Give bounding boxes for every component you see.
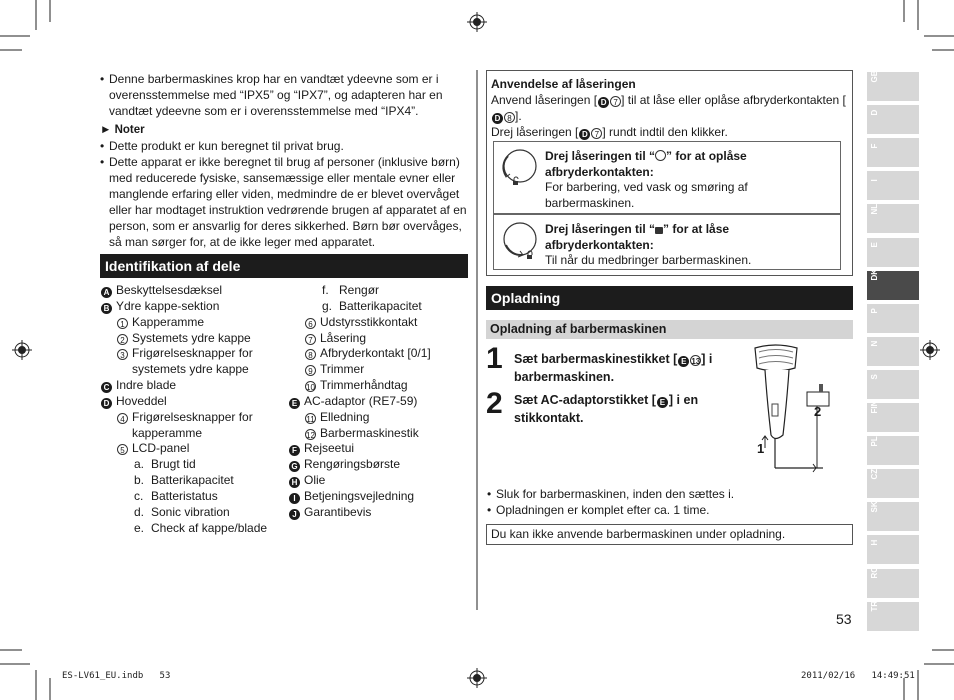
language-tab-label: E xyxy=(870,242,879,248)
parts-heading: Identifikation af dele xyxy=(100,254,468,278)
language-tab-label: TR xyxy=(870,600,879,612)
lock-title: Anvendelse af låseringen xyxy=(491,77,636,91)
part-sub-letter: a. xyxy=(134,457,145,472)
language-tab-h[interactable] xyxy=(867,535,919,564)
lock-ring-icon xyxy=(498,219,538,263)
language-tab-label: S xyxy=(870,374,879,380)
parts-list-item xyxy=(289,505,469,521)
parts-list-right xyxy=(289,283,469,521)
shaver-charging-illustration xyxy=(745,340,850,480)
part-label: Barbermaskinestik xyxy=(320,425,419,440)
language-tab-tr[interactable] xyxy=(867,602,919,631)
unlock-panel xyxy=(493,141,841,214)
parts-list-left xyxy=(101,283,291,537)
lock-text: Drej låseringen til “ ” for at låse afbryderkontakten: Til når du medbringer barbermaskinen. xyxy=(545,222,835,269)
part-number-badge: 5 xyxy=(117,444,128,455)
note-heading: ► Noter xyxy=(100,124,145,136)
parts-list-item xyxy=(101,362,291,378)
figure-label-1: 1 xyxy=(757,441,765,456)
ref-letter-badge: D xyxy=(492,113,503,124)
ref-letter-badge: E xyxy=(657,397,668,408)
charging-subheading: Opladning af barbermaskinen xyxy=(486,320,853,339)
unlock-icon xyxy=(655,150,666,161)
parts-list-item xyxy=(101,521,291,537)
part-label: Udstyrsstikkontakt xyxy=(320,314,418,329)
part-label: Frigørelsesknapper for xyxy=(132,346,253,361)
language-tab-fin[interactable] xyxy=(867,400,919,432)
part-letter-badge: D xyxy=(101,398,112,409)
language-tab-label: P xyxy=(870,308,879,314)
lock-panel xyxy=(493,214,841,270)
parts-list-item xyxy=(289,331,469,347)
language-tab-label: N xyxy=(870,341,879,347)
footer-file: ES-LV61_EU.indb 53 xyxy=(62,671,171,681)
part-number-badge: 2 xyxy=(117,334,128,345)
language-tab-label: CZ xyxy=(870,468,879,480)
ref-number-badge: 8 xyxy=(504,112,515,123)
unlock-text: Drej låseringen til “ ” for at oplåse afbryderkontakten: For barbering, ved vask og smøring af barbermaskinen. xyxy=(545,149,835,211)
padlock-icon xyxy=(655,227,663,234)
part-label: Trimmer xyxy=(320,362,365,377)
charging-step-1: Sæt barbermaskinestikket [ E 13] i barbermaskinen. xyxy=(514,352,713,384)
parts-list-item xyxy=(101,489,291,505)
lock-instruction-1: Anvend låseringen [ D 7 ] til at låse eller oplåse afbryderkontakten [D 8 ]. xyxy=(491,93,846,123)
parts-list-item xyxy=(101,315,291,331)
charging-info-box: Du kan ikke anvende barbermaskinen under opladning. xyxy=(486,524,853,545)
part-sub-letter: e. xyxy=(134,520,145,535)
language-tab-s[interactable] xyxy=(867,370,919,399)
parts-list-item xyxy=(101,426,291,442)
parts-list-item xyxy=(101,457,291,473)
part-label: Olie xyxy=(304,473,326,488)
language-tab-label: PL xyxy=(870,435,879,447)
part-letter-badge: J xyxy=(289,509,300,520)
note-bullet: • Dette produkt er kun beregnet til privat brug. xyxy=(100,138,470,154)
parts-list-item xyxy=(289,315,469,331)
part-label: Batterikapacitet xyxy=(339,298,422,313)
part-label: Garantibevis xyxy=(304,504,372,519)
intro-text xyxy=(100,71,470,250)
charging-notes xyxy=(487,486,847,518)
part-letter-badge: B xyxy=(101,303,112,314)
language-tab-label: GB xyxy=(870,70,879,82)
parts-list-item xyxy=(289,473,469,489)
part-label: Systemets ydre kappe xyxy=(132,330,251,345)
language-tab-e[interactable] xyxy=(867,238,919,267)
lock-instruction-2: Drej låseringen [ D 7 ] rundt indtil den klikker. xyxy=(491,125,728,139)
part-label: Rejseetui xyxy=(304,441,355,456)
part-label: systemets ydre kappe xyxy=(132,362,249,377)
intro-bullet: • Denne barbermaskines krop har en vandtæt ydeevne som er i overensstemmelse med “IPX5” og “IPX7”, og adapteren har en vandtæt ydeevne som er i overensstemmelse med “IPX4”. xyxy=(100,71,470,119)
language-tab-i[interactable] xyxy=(867,171,919,200)
step-number: 1 xyxy=(486,342,503,375)
parts-list-item xyxy=(101,283,291,299)
language-tab-label: H xyxy=(870,539,879,546)
language-tab-ro[interactable] xyxy=(867,566,919,598)
part-letter-badge: A xyxy=(101,287,112,298)
parts-list-item xyxy=(101,473,291,489)
ref-number-badge: 7 xyxy=(610,96,621,107)
part-label: kapperamme xyxy=(132,425,203,440)
registration-mark-left xyxy=(12,340,32,360)
language-tab-label: D xyxy=(870,109,879,116)
parts-list-item xyxy=(289,283,469,299)
registration-mark-top xyxy=(467,12,487,32)
part-label: Batteristatus xyxy=(151,488,218,503)
language-tab-label: DK xyxy=(870,269,879,281)
parts-list-item xyxy=(289,426,469,442)
page-number: 53 xyxy=(836,611,852,627)
part-number-badge: 7 xyxy=(305,334,316,345)
parts-list-item xyxy=(101,441,291,457)
parts-list-item xyxy=(289,362,469,378)
part-letter-badge: E xyxy=(289,398,300,409)
part-label: Kapperamme xyxy=(132,314,205,329)
part-number-badge: 8 xyxy=(305,349,316,360)
part-label: Rengøringsbørste xyxy=(304,457,401,472)
language-tab-dk[interactable] xyxy=(867,271,919,300)
language-tab-pl[interactable] xyxy=(867,436,919,465)
part-letter-badge: F xyxy=(289,445,300,456)
registration-mark-right xyxy=(920,340,940,360)
parts-list-item xyxy=(101,410,291,426)
parts-list-item xyxy=(289,346,469,362)
language-tab-label: F xyxy=(870,143,879,149)
charging-heading: Opladning xyxy=(486,286,853,310)
ref-letter-badge: E xyxy=(678,356,689,367)
parts-list-item xyxy=(101,299,291,315)
part-number-badge: 11 xyxy=(306,414,315,424)
language-tab-label: SK xyxy=(870,501,879,513)
language-tab-n[interactable] xyxy=(867,337,919,366)
part-label: LCD-panel xyxy=(132,441,190,456)
part-sub-letter: f. xyxy=(322,283,329,297)
parts-list-item xyxy=(101,505,291,521)
charging-bullet: • Sluk for barbermaskinen, inden den sættes i. xyxy=(487,486,847,502)
step-number: 2 xyxy=(486,387,503,420)
language-tab-sk[interactable] xyxy=(867,502,919,531)
part-letter-badge: C xyxy=(101,382,112,393)
part-label: Ydre kappe-sektion xyxy=(116,298,220,313)
unlock-body: For barbering, ved vask og smøring af barbermaskinen. xyxy=(545,180,748,210)
parts-list-item xyxy=(101,346,291,362)
language-tab-label: RO xyxy=(870,566,879,579)
part-label: Indre blade xyxy=(116,378,177,393)
part-number-badge: 3 xyxy=(117,349,128,360)
charging-bullet: • Opladningen er komplet efter ca. 1 time. xyxy=(487,502,847,518)
lock-body: Til når du medbringer barbermaskinen. xyxy=(545,253,752,267)
part-label: Afbryderkontakt [0/1] xyxy=(320,346,431,361)
parts-list-item xyxy=(101,378,291,394)
part-label: Trimmerhåndtag xyxy=(320,378,408,393)
charging-step-2: Sæt AC-adaptorstikket [ E ] i en stikkontakt. xyxy=(514,393,699,425)
figure-label-2: 2 xyxy=(814,404,822,419)
language-tab-label: FIN xyxy=(870,400,879,413)
language-tab-nl[interactable] xyxy=(867,204,919,233)
part-label: Batterikapacitet xyxy=(151,473,234,488)
language-tab-gb[interactable] xyxy=(867,72,919,101)
part-label: AC-adaptor (RE7-59) xyxy=(304,393,418,408)
ref-number-badge: 13 xyxy=(691,357,701,366)
language-tab-cz[interactable] xyxy=(867,469,919,498)
parts-list-item xyxy=(289,489,469,505)
part-number-badge: 12 xyxy=(306,430,315,440)
part-label: Elledning xyxy=(320,409,370,424)
part-letter-badge: G xyxy=(289,461,300,472)
part-label: Beskyttelsesdæksel xyxy=(116,283,223,297)
footer-timestamp: 2011/02/16 14:49:51 xyxy=(801,671,915,681)
registration-mark-bottom xyxy=(467,668,487,688)
part-number-badge: 6 xyxy=(305,318,316,329)
part-sub-letter: d. xyxy=(134,504,145,519)
part-sub-letter: g. xyxy=(322,298,333,313)
part-label: Check af kappe/blade xyxy=(151,520,268,535)
parts-list-item xyxy=(289,394,469,410)
part-sub-letter: b. xyxy=(134,473,145,488)
part-label: Rengør xyxy=(339,283,380,297)
parts-list-item xyxy=(101,331,291,347)
part-label: Hoveddel xyxy=(116,393,167,408)
parts-list-item xyxy=(289,457,469,473)
ref-number-badge: 7 xyxy=(591,128,602,139)
parts-list-item xyxy=(289,299,469,315)
note-bullet: • Dette apparat er ikke beregnet til brug af personer (inklusive børn) med reducerede fysiske, sansemæssige eller mentale evner eller manglende erfaring eller viden, medmindre de er blevet overvåget eller har modtaget instruktion vedrørende brugen af apparatet af en person, som er ansvarlig for deres sikkerhed. Børn bør overvåges, så man sørger for, at de ikke leger med apparatet. xyxy=(100,154,470,250)
part-number-badge: 10 xyxy=(306,383,315,393)
unlock-ring-icon xyxy=(498,146,538,190)
parts-list-item xyxy=(289,410,469,426)
language-tab-label: NL xyxy=(870,203,879,215)
part-label: Brugt tid xyxy=(151,457,196,472)
lock-ring-box xyxy=(486,70,853,276)
language-tab-p[interactable] xyxy=(867,304,919,333)
parts-list-item xyxy=(289,378,469,394)
part-label: Sonic vibration xyxy=(151,504,230,519)
part-label: Låsering xyxy=(320,330,367,345)
part-label: Betjeningsvejledning xyxy=(304,488,415,503)
part-number-badge: 9 xyxy=(305,365,316,376)
note-label: Noter xyxy=(114,124,145,136)
parts-list-item xyxy=(289,441,469,457)
part-letter-badge: H xyxy=(289,477,300,488)
ref-letter-badge: D xyxy=(598,97,609,108)
parts-list-item xyxy=(101,394,291,410)
part-sub-letter: c. xyxy=(134,488,144,503)
ref-letter-badge: D xyxy=(579,129,590,140)
part-label: Frigørelsesknapper for xyxy=(132,409,253,424)
part-letter-badge: I xyxy=(289,493,300,504)
part-number-badge: 4 xyxy=(117,413,128,424)
language-tab-d[interactable] xyxy=(867,105,919,134)
part-number-badge: 1 xyxy=(117,318,128,329)
language-tab-label: I xyxy=(870,179,879,182)
language-tab-f[interactable] xyxy=(867,138,919,167)
